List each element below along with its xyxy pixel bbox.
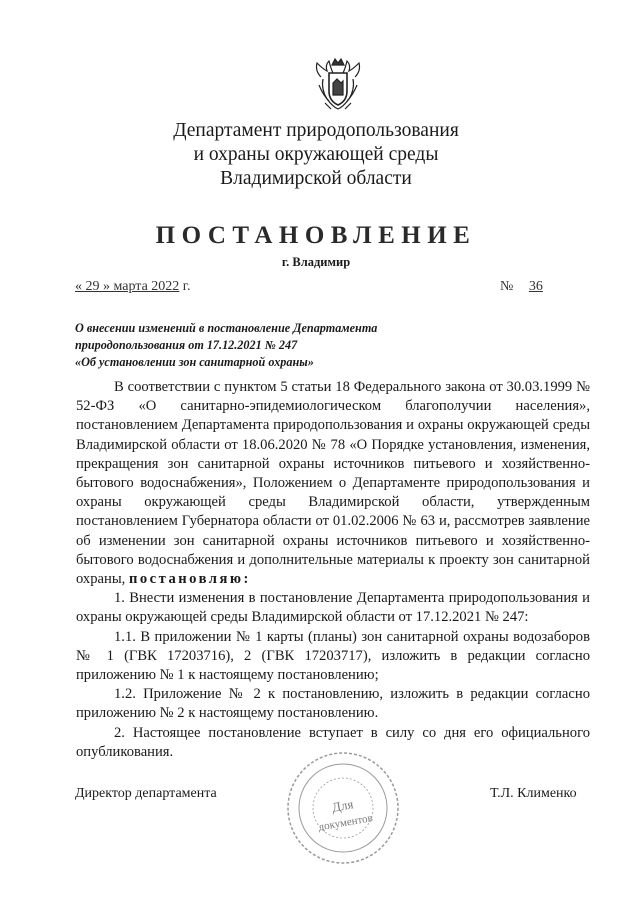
stamp-text-2: документов	[317, 812, 374, 834]
subject-line-3: «Об установлении зон санитарной охраны»	[75, 355, 314, 369]
date-open: «	[75, 279, 82, 294]
document-title: ПОСТАНОВЛЕНИЕ	[155, 222, 477, 249]
stamp-text-1: Для	[330, 796, 355, 815]
document-body	[76, 378, 590, 762]
preamble-paragraph	[76, 378, 590, 589]
preamble-text: В соответствии с пунктом 5 статьи 18 Федерального закона от 30.03.1999 № 52-ФЗ «О санитарно-эпидемиологическом благополучии населения», постановлением Департамента природопользования и охраны окружающей среды Владимирской области от 18.06.2020 № 78 «О Порядке установления, изменения, прекращения зон санитарной охраны источников питьевого и хозяйственно-бытового водоснабжения», Положением о Департаменте природопользования и охраны окружающей среды Владимирской области, утвержденным постановлением Губернатора области от 01.02.2006 № 63 и, рассмотрев заявление об изменении зон санитарной охраны источников питьевого и хозяйственно-бытового водоснабжения и дополнительные материалы к проекту зон санитарной охраны,	[76, 379, 590, 588]
city: г. Владимир	[281, 255, 351, 269]
number-value: 36	[528, 279, 543, 294]
item-2: 2. Настоящее постановление вступает в силу со дня его официального опубликования.	[76, 724, 590, 760]
subject-line-1: О внесении изменений в постановление Департамента	[75, 321, 378, 335]
date-day: 29	[82, 279, 103, 294]
signatory-name: Т.Л. Клименко	[490, 786, 577, 801]
document-date	[75, 279, 190, 295]
item-1-2: 1.2. Приложение № 2 к постановлению, изложить в редакции согласно приложению № 2 к настоящему постановлению.	[76, 686, 590, 722]
round-stamp	[283, 748, 403, 868]
decree-word: постановляю:	[128, 571, 251, 588]
document-number	[500, 279, 555, 295]
subject-line-2: природопользования от 17.12.2021 № 247	[75, 338, 298, 352]
item-1-1: 1.1. В приложении № 1 карты (планы) зон санитарной охраны водозаборов № 1 (ГВК 17203716), 2 (ГВК 17203717), изложить в редакции согласно приложению № 1 к настоящему постановлению;	[76, 628, 590, 684]
item-1: 1. Внести изменения в постановление Департамента природопользования и охраны окружающей среды Владимирской области от 17.12.2021 № 247:	[76, 590, 590, 626]
number-label: №	[500, 279, 517, 294]
subject	[75, 320, 377, 371]
dept-line-1: Департамент природопользования	[173, 120, 459, 141]
date-suffix: г.	[179, 279, 191, 294]
coat-of-arms-icon	[313, 55, 363, 113]
date-month-year: » марта 2022	[103, 279, 180, 294]
dept-line-3: Владимирской области	[220, 168, 412, 189]
department-name	[0, 119, 632, 191]
signatory-position: Директор департамента	[75, 786, 217, 801]
dept-line-2: и охраны окружающей среды	[193, 144, 439, 165]
